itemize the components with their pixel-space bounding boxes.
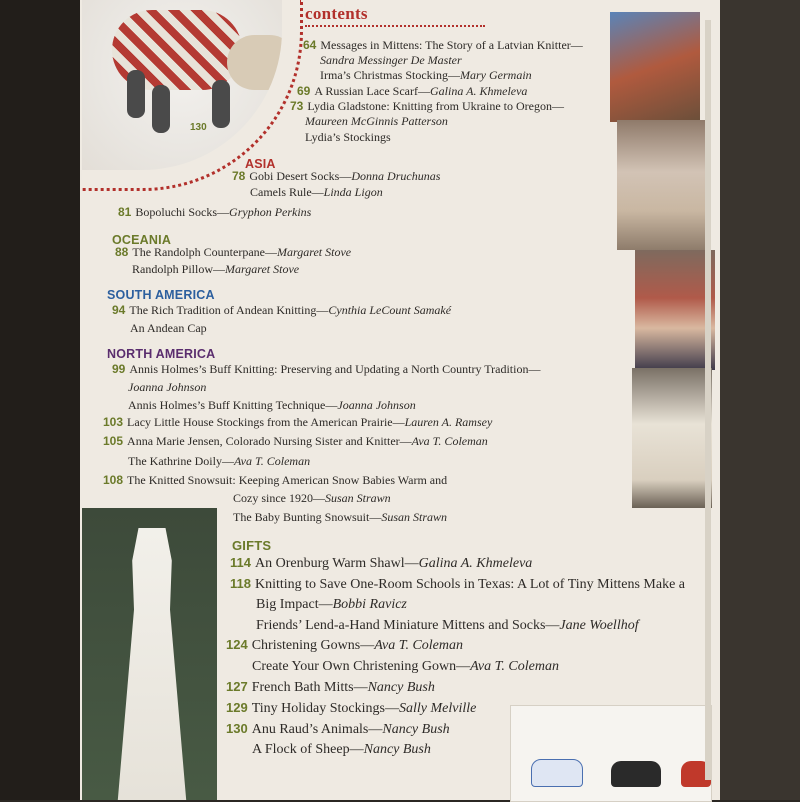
page-title: contents: [305, 4, 368, 23]
title-dotted-rule: [305, 25, 485, 27]
bootie: [611, 761, 661, 787]
section-asia: ASIA: [245, 157, 276, 171]
toc-entry[interactable]: 114 An Orenburg Warm Shawl—Galina A. Khmeleva: [230, 555, 533, 571]
toc-entry[interactable]: 103 Lacy Little House Stockings from the American Prairie—Lauren A. Ramsey: [103, 415, 493, 429]
toc-entry[interactable]: 124 Christening Gowns—Ava T. Coleman: [226, 637, 463, 653]
toc-entry[interactable]: The Baby Bunting Snowsuit—Susan Strawn: [233, 510, 448, 524]
toc-entry[interactable]: 105 Anna Marie Jensen, Colorado Nursing Sister and Knitter—Ava T. Coleman: [103, 434, 488, 448]
toc-entry[interactable]: 81 Bopoluchi Socks—Gryphon Perkins: [118, 205, 312, 219]
left-background: [0, 0, 80, 800]
toc-entry-continuation: Maureen McGinnis Patterson: [305, 114, 448, 128]
toc-entry[interactable]: 129 Tiny Holiday Stockings—Sally Melville: [226, 700, 477, 716]
toc-entry[interactable]: Randolph Pillow—Margaret Stove: [132, 262, 300, 276]
toc-entry[interactable]: 69 A Russian Lace Scarf—Galina A. Khmeleva: [297, 84, 528, 98]
toc-entry[interactable]: 118 Knitting to Save One-Room Schools in Texas: A Lot of Tiny Mittens Make a: [230, 576, 686, 592]
toc-entry[interactable]: Annis Holmes’s Buff Knitting Technique—Joanna Johnson: [128, 398, 416, 412]
lace-scarf-photo: [617, 120, 707, 250]
stockings-photo: [632, 368, 712, 508]
section-north-america: NORTH AMERICA: [107, 347, 216, 361]
toc-entry[interactable]: The Kathrine Doily—Ava T. Coleman: [128, 454, 311, 468]
toc-entry-continuation: Cozy since 1920—Susan Strawn: [233, 491, 391, 505]
section-gifts: GIFTS: [232, 538, 272, 553]
toc-entry[interactable]: 88 The Randolph Counterpane—Margaret Stove: [115, 245, 352, 259]
toc-entry[interactable]: Irma’s Christmas Stocking—Mary Germain: [320, 68, 532, 82]
section-south-america: SOUTH AMERICA: [107, 288, 215, 302]
mittens-photo: [610, 12, 700, 122]
toc-entry[interactable]: Create Your Own Christening Gown—Ava T. Coleman: [252, 659, 559, 674]
toc-entry-continuation: Joanna Johnson: [128, 380, 207, 394]
toc-entry[interactable]: Friends’ Lend-a-Hand Miniature Mittens and Socks—Jane Woellhof: [256, 618, 639, 633]
toc-entry[interactable]: 99 Annis Holmes’s Buff Knitting: Preserving and Updating a North Country Tradition—: [112, 362, 541, 376]
bootie: [531, 759, 583, 787]
photo-page-number: 130: [190, 122, 207, 133]
toc-entry[interactable]: 78 Gobi Desert Socks—Donna Druchunas: [232, 169, 441, 183]
toc-entry-continuation: Sandra Messinger De Master: [320, 53, 462, 67]
booties-photo: [510, 705, 712, 802]
page-edge: [705, 20, 711, 780]
toc-entry[interactable]: Lydia’s Stockings: [305, 130, 391, 144]
toc-entry[interactable]: 130 Anu Raud’s Animals—Nancy Bush: [226, 721, 450, 737]
toc-entry[interactable]: 73 Lydia Gladstone: Knitting from Ukraine to Oregon—: [290, 99, 564, 113]
right-background: [720, 0, 800, 800]
toc-entry[interactable]: 108 The Knitted Snowsuit: Keeping American Snow Babies Warm and: [103, 473, 448, 487]
toc-entry[interactable]: Camels Rule—Linda Ligon: [250, 185, 383, 199]
christening-gown-photo: [82, 508, 217, 800]
toc-entry[interactable]: A Flock of Sheep—Nancy Bush: [252, 742, 431, 757]
section-oceania: OCEANIA: [112, 233, 172, 247]
toc-entry[interactable]: 64 Messages in Mittens: The Story of a Latvian Knitter—: [303, 38, 583, 52]
gown-shape: [107, 528, 197, 800]
andean-cap-photo: [635, 250, 715, 370]
toc-entry[interactable]: 127 French Bath Mitts—Nancy Bush: [226, 679, 435, 695]
toc-entry[interactable]: An Andean Cap: [130, 321, 207, 335]
toc-entry-continuation: Big Impact—Bobbi Ravicz: [256, 597, 407, 612]
toc-entry[interactable]: 94 The Rich Tradition of Andean Knitting—Cynthia LeCount Samaké: [112, 303, 452, 317]
